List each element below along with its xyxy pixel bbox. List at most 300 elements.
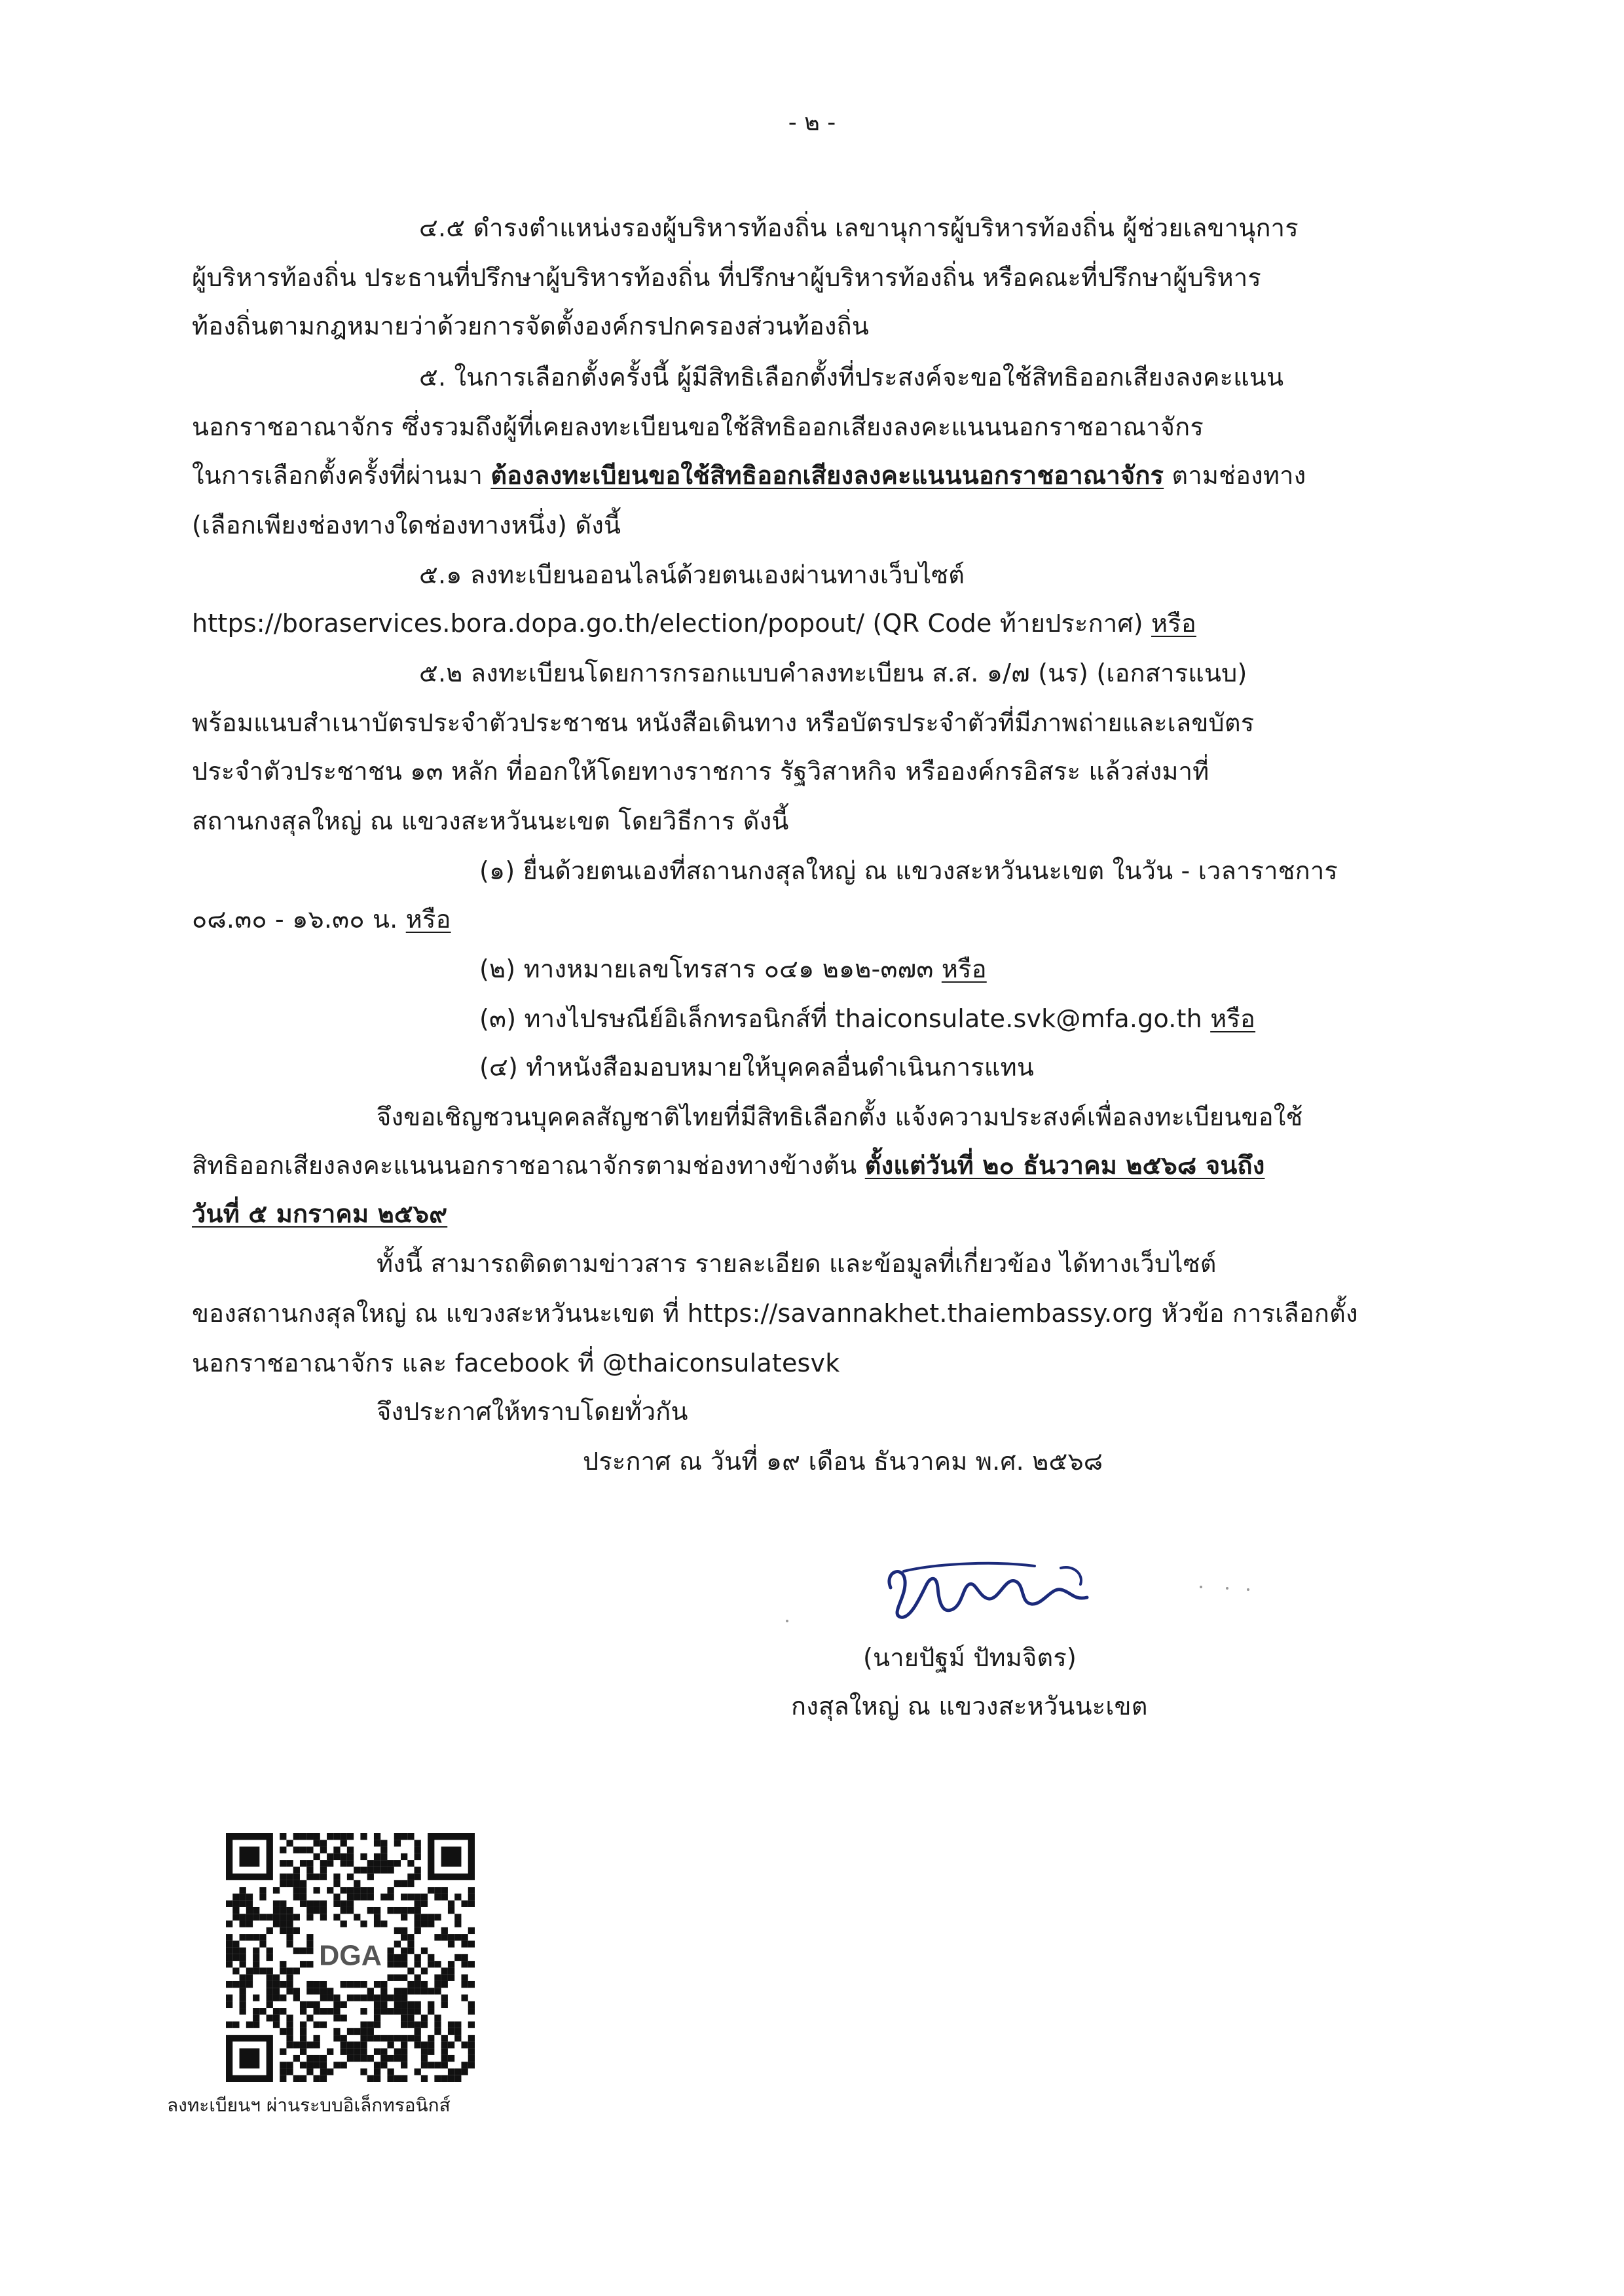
qr-module — [232, 1941, 239, 1947]
qr-module — [428, 1921, 434, 1927]
qr-module — [380, 2035, 387, 2041]
qr-module — [232, 1914, 239, 1920]
qr-module — [333, 2008, 340, 2014]
qr-module — [360, 2049, 367, 2055]
qr-module — [226, 1941, 232, 1947]
qr-module — [387, 2035, 394, 2041]
qr-module — [428, 2001, 434, 2008]
qr-module — [253, 1948, 259, 1954]
qr-module — [280, 1961, 286, 1967]
qr-module — [441, 2062, 448, 2068]
office-hours: ๐๘.๓๐ - ๑๖.๓๐ น. — [192, 905, 406, 934]
qr-module — [360, 1853, 367, 1860]
handwritten-signature — [864, 1552, 1113, 1624]
qr-module — [240, 2001, 246, 2008]
qr-module — [415, 1961, 421, 1967]
qr-module — [280, 2075, 286, 2082]
qr-module — [240, 2008, 246, 2014]
qr-module — [300, 1948, 306, 1954]
qr-module — [448, 1941, 454, 1947]
qr-module — [300, 1887, 306, 1893]
qr-module — [454, 1954, 461, 1961]
qr-module — [314, 1981, 320, 1988]
qr-module — [367, 1907, 374, 1914]
qr-module — [441, 1981, 448, 1988]
qr-module — [421, 1948, 428, 1954]
method-3 — [479, 1002, 1255, 1036]
qr-module — [347, 1847, 354, 1853]
paragraph-4-5-line-1: ๔.๕ ดำรงตำแหน่งรองผู้บริหารท้องถิ่น เลขานุการผู้บริหารท้องถิ่น ผู้ช่วยเลขานุการ — [419, 213, 1299, 242]
qr-module — [428, 2035, 434, 2041]
qr-module — [273, 1975, 280, 1981]
qr-module — [320, 1901, 327, 1907]
qr-module — [280, 1994, 286, 2001]
qr-module — [415, 1954, 421, 1961]
qr-module — [461, 2041, 468, 2048]
qr-module — [354, 1893, 360, 1900]
qr-module — [259, 1934, 266, 1941]
qr-module — [415, 1853, 421, 1860]
qr-module — [259, 1967, 266, 1974]
qr-module — [468, 1927, 475, 1934]
qr-module — [306, 1860, 313, 1867]
qr-module — [300, 2001, 306, 2008]
qr-module — [259, 1893, 266, 1900]
qr-module — [374, 1981, 380, 1988]
qr-module — [306, 1914, 313, 1920]
qr-module — [401, 2055, 407, 2062]
qr-module — [461, 1975, 468, 1981]
qr-module — [240, 1975, 246, 1981]
qr-module — [374, 1840, 380, 1846]
qr-module — [401, 1833, 407, 1840]
qr-module — [280, 1880, 286, 1887]
qr-module — [407, 1907, 414, 1914]
qr-module — [253, 2014, 259, 2021]
qr-module — [380, 2001, 387, 2008]
qr-module — [407, 1934, 414, 1941]
qr-module — [380, 1921, 387, 1927]
qr-module — [354, 2049, 360, 2055]
qr-module — [448, 1907, 454, 1914]
qr-module — [448, 1967, 454, 1974]
qr-module — [441, 2035, 448, 2041]
qr-module — [286, 1840, 293, 1846]
qr-module — [246, 1967, 253, 1974]
invitation-line-2 — [192, 1148, 1264, 1182]
qr-module — [300, 1847, 306, 1853]
qr-module — [401, 2062, 407, 2068]
qr-module — [226, 1921, 232, 1927]
paragraph-5-line-3 — [192, 458, 1306, 492]
qr-module — [327, 1853, 333, 1860]
qr-module — [320, 1907, 327, 1914]
qr-module — [280, 1847, 286, 1853]
qr-module — [407, 2008, 414, 2014]
qr-module — [434, 2075, 441, 2082]
qr-module — [415, 1893, 421, 1900]
qr-module — [240, 1893, 246, 1900]
qr-module — [380, 2008, 387, 2014]
qr-module — [454, 2022, 461, 2028]
qr-module — [401, 2049, 407, 2055]
qr-module — [314, 1833, 320, 1840]
qr-finder-center — [240, 1847, 260, 1867]
qr-module — [374, 2014, 380, 2021]
qr-module — [367, 2035, 374, 2041]
qr-module — [415, 1847, 421, 1853]
invitation-line-2-text: สิทธิออกเสียงลงคะแนนนอกราชอาณาจักรตามช่องทางข้างต้น — [192, 1151, 865, 1180]
qr-module — [434, 2062, 441, 2068]
qr-module — [293, 1880, 300, 1887]
qr-module — [341, 1860, 347, 1867]
email-address[interactable]: (๓) ทางไปรษณีย์อิเล็กทรอนิกส์ที่ thaiconsulate.svk@mfa.go.th — [479, 1004, 1211, 1033]
qr-module — [468, 2055, 475, 2062]
qr-module — [286, 1874, 293, 1880]
qr-module — [454, 1934, 461, 1941]
qr-module — [401, 2022, 407, 2028]
qr-module — [300, 2008, 306, 2014]
qr-module — [468, 1981, 475, 1988]
qr-module — [280, 1860, 286, 1867]
qr-module — [253, 1954, 259, 1961]
qr-module — [314, 2035, 320, 2041]
qr-module — [407, 1981, 414, 1988]
qr-module — [280, 1874, 286, 1880]
qr-module — [333, 2001, 340, 2008]
qr-module — [380, 2062, 387, 2068]
registration-qr-code[interactable] — [226, 1833, 475, 2082]
qr-module — [280, 1914, 286, 1920]
qr-module — [387, 1907, 394, 1914]
qr-module — [380, 1860, 387, 1867]
qr-module — [374, 1853, 380, 1860]
qr-module — [401, 2001, 407, 2008]
dga-logo-text: DGA — [319, 1940, 382, 1972]
qr-module — [448, 1975, 454, 1981]
qr-module — [454, 2035, 461, 2041]
qr-module — [360, 2041, 367, 2048]
qr-module — [421, 2055, 428, 2062]
qr-module — [461, 1961, 468, 1967]
qr-module — [367, 1893, 374, 1900]
qr-module — [306, 1901, 313, 1907]
qr-module — [407, 1880, 414, 1887]
qr-module — [421, 1914, 428, 1920]
qr-module — [240, 1981, 246, 1988]
qr-module — [280, 1921, 286, 1927]
qr-module — [401, 1893, 407, 1900]
qr-module — [434, 1981, 441, 1988]
qr-module — [232, 1981, 239, 1988]
qr-module — [327, 1860, 333, 1867]
qr-module — [341, 2041, 347, 2048]
qr-module — [314, 1840, 320, 1846]
qr-module — [360, 2068, 367, 2075]
qr-module — [387, 1867, 394, 1873]
qr-module — [360, 1833, 367, 1840]
qr-module — [374, 1833, 380, 1840]
qr-module — [367, 2028, 374, 2035]
qr-module — [280, 2062, 286, 2068]
qr-module — [387, 1975, 394, 1981]
qr-module — [428, 2041, 434, 2048]
qr-module — [320, 1914, 327, 1920]
qr-module — [347, 1874, 354, 1880]
qr-module — [468, 2049, 475, 2055]
qr-module — [401, 2014, 407, 2021]
scan-speck — [1247, 1588, 1249, 1591]
qr-module — [273, 1901, 280, 1907]
qr-module — [240, 1921, 246, 1927]
qr-module — [401, 1907, 407, 1914]
qr-module — [374, 2062, 380, 2068]
qr-module — [394, 1840, 401, 1846]
qr-module — [300, 1880, 306, 1887]
qr-module — [314, 2062, 320, 2068]
qr-module — [434, 1975, 441, 1981]
paragraph-5-line-3-text: ในการเลือกตั้งครั้งที่ผ่านมา — [192, 461, 491, 490]
qr-module — [286, 2014, 293, 2021]
qr-module — [401, 1927, 407, 1934]
qr-module — [461, 1981, 468, 1988]
paragraph-5-line-1: ๕. ในการเลือกตั้งครั้งนี้ ผู้มีสิทธิเลือกตั้งที่ประสงค์จะขอใช้สิทธิออกเสียงลงคะแนน — [419, 363, 1284, 392]
qr-module — [286, 2062, 293, 2068]
qr-module — [434, 2014, 441, 2021]
qr-module — [441, 2001, 448, 2008]
qr-module — [461, 1954, 468, 1961]
qr-module — [367, 1994, 374, 2001]
qr-module — [341, 1840, 347, 1846]
signatory-position: กงสุลใหญ่ ณ แขวงสะหวันนะเขต — [791, 1692, 1148, 1721]
item-5-2-line-4: สถานกงสุลใหญ่ ณ แขวงสะหวันนะเขต โดยวิธีการ ดังนี้ — [192, 807, 789, 835]
qr-module — [300, 2028, 306, 2035]
qr-module — [267, 1981, 273, 1988]
qr-module — [320, 2008, 327, 2014]
qr-module — [333, 1880, 340, 1887]
qr-module — [306, 1847, 313, 1853]
qr-module — [448, 2041, 454, 2048]
qr-module — [387, 2041, 394, 2048]
registration-period-start: ตั้งแต่วันที่ ๒๐ ธันวาคม ๒๕๖๘ จนถึง — [864, 1151, 1265, 1180]
qr-module — [333, 1914, 340, 1920]
qr-module — [448, 2055, 454, 2062]
qr-module — [320, 2022, 327, 2028]
qr-module — [341, 2014, 347, 2021]
or-text: หรือ — [941, 955, 987, 983]
qr-module — [415, 1840, 421, 1846]
qr-module — [286, 1921, 293, 1927]
qr-module — [341, 2035, 347, 2041]
qr-module — [320, 1994, 327, 2001]
qr-module — [360, 2055, 367, 2062]
qr-module — [232, 2022, 239, 2028]
qr-module — [286, 1927, 293, 1934]
qr-module — [421, 1988, 428, 1994]
qr-finder-center — [240, 2049, 260, 2069]
qr-module — [394, 1880, 401, 1887]
qr-module — [314, 2022, 320, 2028]
qr-module — [333, 1901, 340, 1907]
qr-module — [354, 1880, 360, 1887]
qr-module — [347, 1893, 354, 1900]
qr-module — [434, 1934, 441, 1941]
qr-module — [415, 2022, 421, 2028]
qr-module — [374, 1907, 380, 1914]
qr-module — [415, 2035, 421, 2041]
qr-module — [441, 2049, 448, 2055]
qr-module — [415, 2008, 421, 2014]
bora-registration-url[interactable]: https://boraservices.bora.dopa.go.th/election/popout/ (QR Code ท้ายประกาศ) — [192, 609, 1152, 638]
qr-module — [341, 1907, 347, 1914]
scan-speck — [786, 1620, 788, 1622]
qr-module — [387, 1887, 394, 1893]
qr-module — [407, 1860, 414, 1867]
qr-module — [394, 2035, 401, 2041]
qr-module — [320, 1840, 327, 1846]
qr-module — [300, 2041, 306, 2048]
qr-module — [354, 2028, 360, 2035]
qr-module — [273, 2022, 280, 2028]
qr-module — [407, 2035, 414, 2041]
qr-module — [320, 2075, 327, 2082]
qr-module — [314, 2041, 320, 2048]
info-line-2: ของสถานกงสุลใหญ่ ณ แขวงสะหวันนะเขต ที่ https://savannakhet.thaiembassy.org หัวข้อ การเลือกตั้ง — [192, 1299, 1358, 1328]
qr-module — [300, 2022, 306, 2028]
qr-module — [461, 1941, 468, 1947]
qr-module — [354, 1887, 360, 1893]
qr-module — [306, 2014, 313, 2021]
qr-module — [415, 1874, 421, 1880]
qr-module — [293, 2075, 300, 2082]
qr-module — [240, 1887, 246, 1893]
qr-finder-center — [441, 1847, 462, 1867]
qr-module — [273, 2008, 280, 2014]
qr-module — [286, 1967, 293, 1974]
qr-module — [380, 1853, 387, 1860]
qr-module — [428, 1961, 434, 1967]
qr-module — [273, 2014, 280, 2021]
qr-module — [314, 2001, 320, 2008]
qr-module — [347, 2041, 354, 2048]
paragraph-5-line-3-tail: ตามช่องทาง — [1164, 461, 1306, 490]
qr-module — [468, 2035, 475, 2041]
qr-module — [333, 2035, 340, 2041]
qr-module — [441, 1887, 448, 1893]
qr-module — [341, 1833, 347, 1840]
qr-module — [320, 1874, 327, 1880]
qr-module — [327, 2049, 333, 2055]
qr-module — [226, 2022, 232, 2028]
qr-module — [387, 2055, 394, 2062]
qr-module — [461, 1901, 468, 1907]
qr-module — [280, 1927, 286, 1934]
or-text: หรือ — [1210, 1004, 1256, 1033]
qr-module — [374, 2049, 380, 2055]
qr-module — [360, 1994, 367, 2001]
qr-module — [421, 2014, 428, 2021]
qr-module — [394, 1927, 401, 1934]
qr-module — [246, 1981, 253, 1988]
qr-module — [246, 1907, 253, 1914]
qr-module — [394, 2055, 401, 2062]
qr-module — [286, 2068, 293, 2075]
qr-module — [300, 1833, 306, 1840]
qr-module — [246, 1893, 253, 1900]
qr-module — [293, 1994, 300, 2001]
qr-module — [468, 2041, 475, 2048]
qr-module — [454, 2075, 461, 2082]
qr-module — [367, 2075, 374, 2082]
qr-module — [300, 1961, 306, 1967]
qr-module — [428, 2049, 434, 2055]
qr-module — [387, 2068, 394, 2075]
qr-module — [448, 2068, 454, 2075]
qr-module — [300, 1901, 306, 1907]
qr-module — [320, 1981, 327, 1988]
qr-module — [454, 1893, 461, 1900]
qr-module — [240, 1988, 246, 1994]
qr-module — [253, 1907, 259, 1914]
qr-module — [448, 1961, 454, 1967]
qr-module — [232, 1967, 239, 1974]
qr-module — [380, 2049, 387, 2055]
qr-module — [428, 2008, 434, 2014]
qr-module — [286, 2028, 293, 2035]
qr-module — [421, 2062, 428, 2068]
qr-module — [240, 1901, 246, 1907]
qr-module — [407, 1893, 414, 1900]
qr-module — [380, 1994, 387, 2001]
qr-module — [327, 1833, 333, 1840]
qr-module — [333, 1847, 340, 1853]
qr-module — [380, 1847, 387, 1853]
qr-module — [374, 1921, 380, 1927]
qr-caption: ลงทะเบียนฯ ผ่านระบบอิเล็กทรอนิกส์ — [167, 2094, 451, 2116]
qr-module — [253, 1934, 259, 1941]
qr-module — [380, 1981, 387, 1988]
qr-module — [394, 1907, 401, 1914]
qr-module — [407, 1948, 414, 1954]
qr-module — [394, 1833, 401, 1840]
qr-module — [232, 1948, 239, 1954]
method-4: (๔) ทำหนังสือมอบหมายให้บุคคลอื่นดำเนินการแทน — [479, 1053, 1035, 1082]
qr-module — [333, 2062, 340, 2068]
qr-module — [273, 1981, 280, 1988]
qr-module — [401, 1961, 407, 1967]
announcement-date: ประกาศ ณ วันที่ ๑๙ เดือน ธันวาคม พ.ศ. ๒๕๖๘ — [583, 1447, 1103, 1476]
qr-module — [428, 2062, 434, 2068]
qr-module — [394, 1860, 401, 1867]
qr-module — [428, 1954, 434, 1961]
qr-module — [387, 1860, 394, 1867]
fax-number: (๒) ทางหมายเลขโทรสาร ๐๔๑ ๒๑๒-๓๗๓ — [479, 955, 942, 983]
qr-module — [461, 2068, 468, 2075]
qr-module — [441, 2075, 448, 2082]
qr-module — [407, 2001, 414, 2008]
register-requirement-emphasis: ต้องลงทะเบียนขอใช้สิทธิออกเสียงลงคะแนนนอกราชอาณาจักร — [490, 461, 1164, 490]
qr-module — [434, 2028, 441, 2035]
qr-module — [286, 1941, 293, 1947]
qr-module — [367, 1860, 374, 1867]
qr-module — [314, 1907, 320, 1914]
qr-module — [286, 2041, 293, 2048]
qr-module — [415, 1927, 421, 1934]
qr-module — [306, 1941, 313, 1947]
item-5-2-line-2: พร้อมแนบสำเนาบัตรประจำตัวประชาชน หนังสือเดินทาง หรือบัตรประจำตัวที่มีภาพถ่ายและเลขบัตร — [192, 708, 1255, 737]
qr-module — [421, 1893, 428, 1900]
qr-module — [468, 2008, 475, 2014]
